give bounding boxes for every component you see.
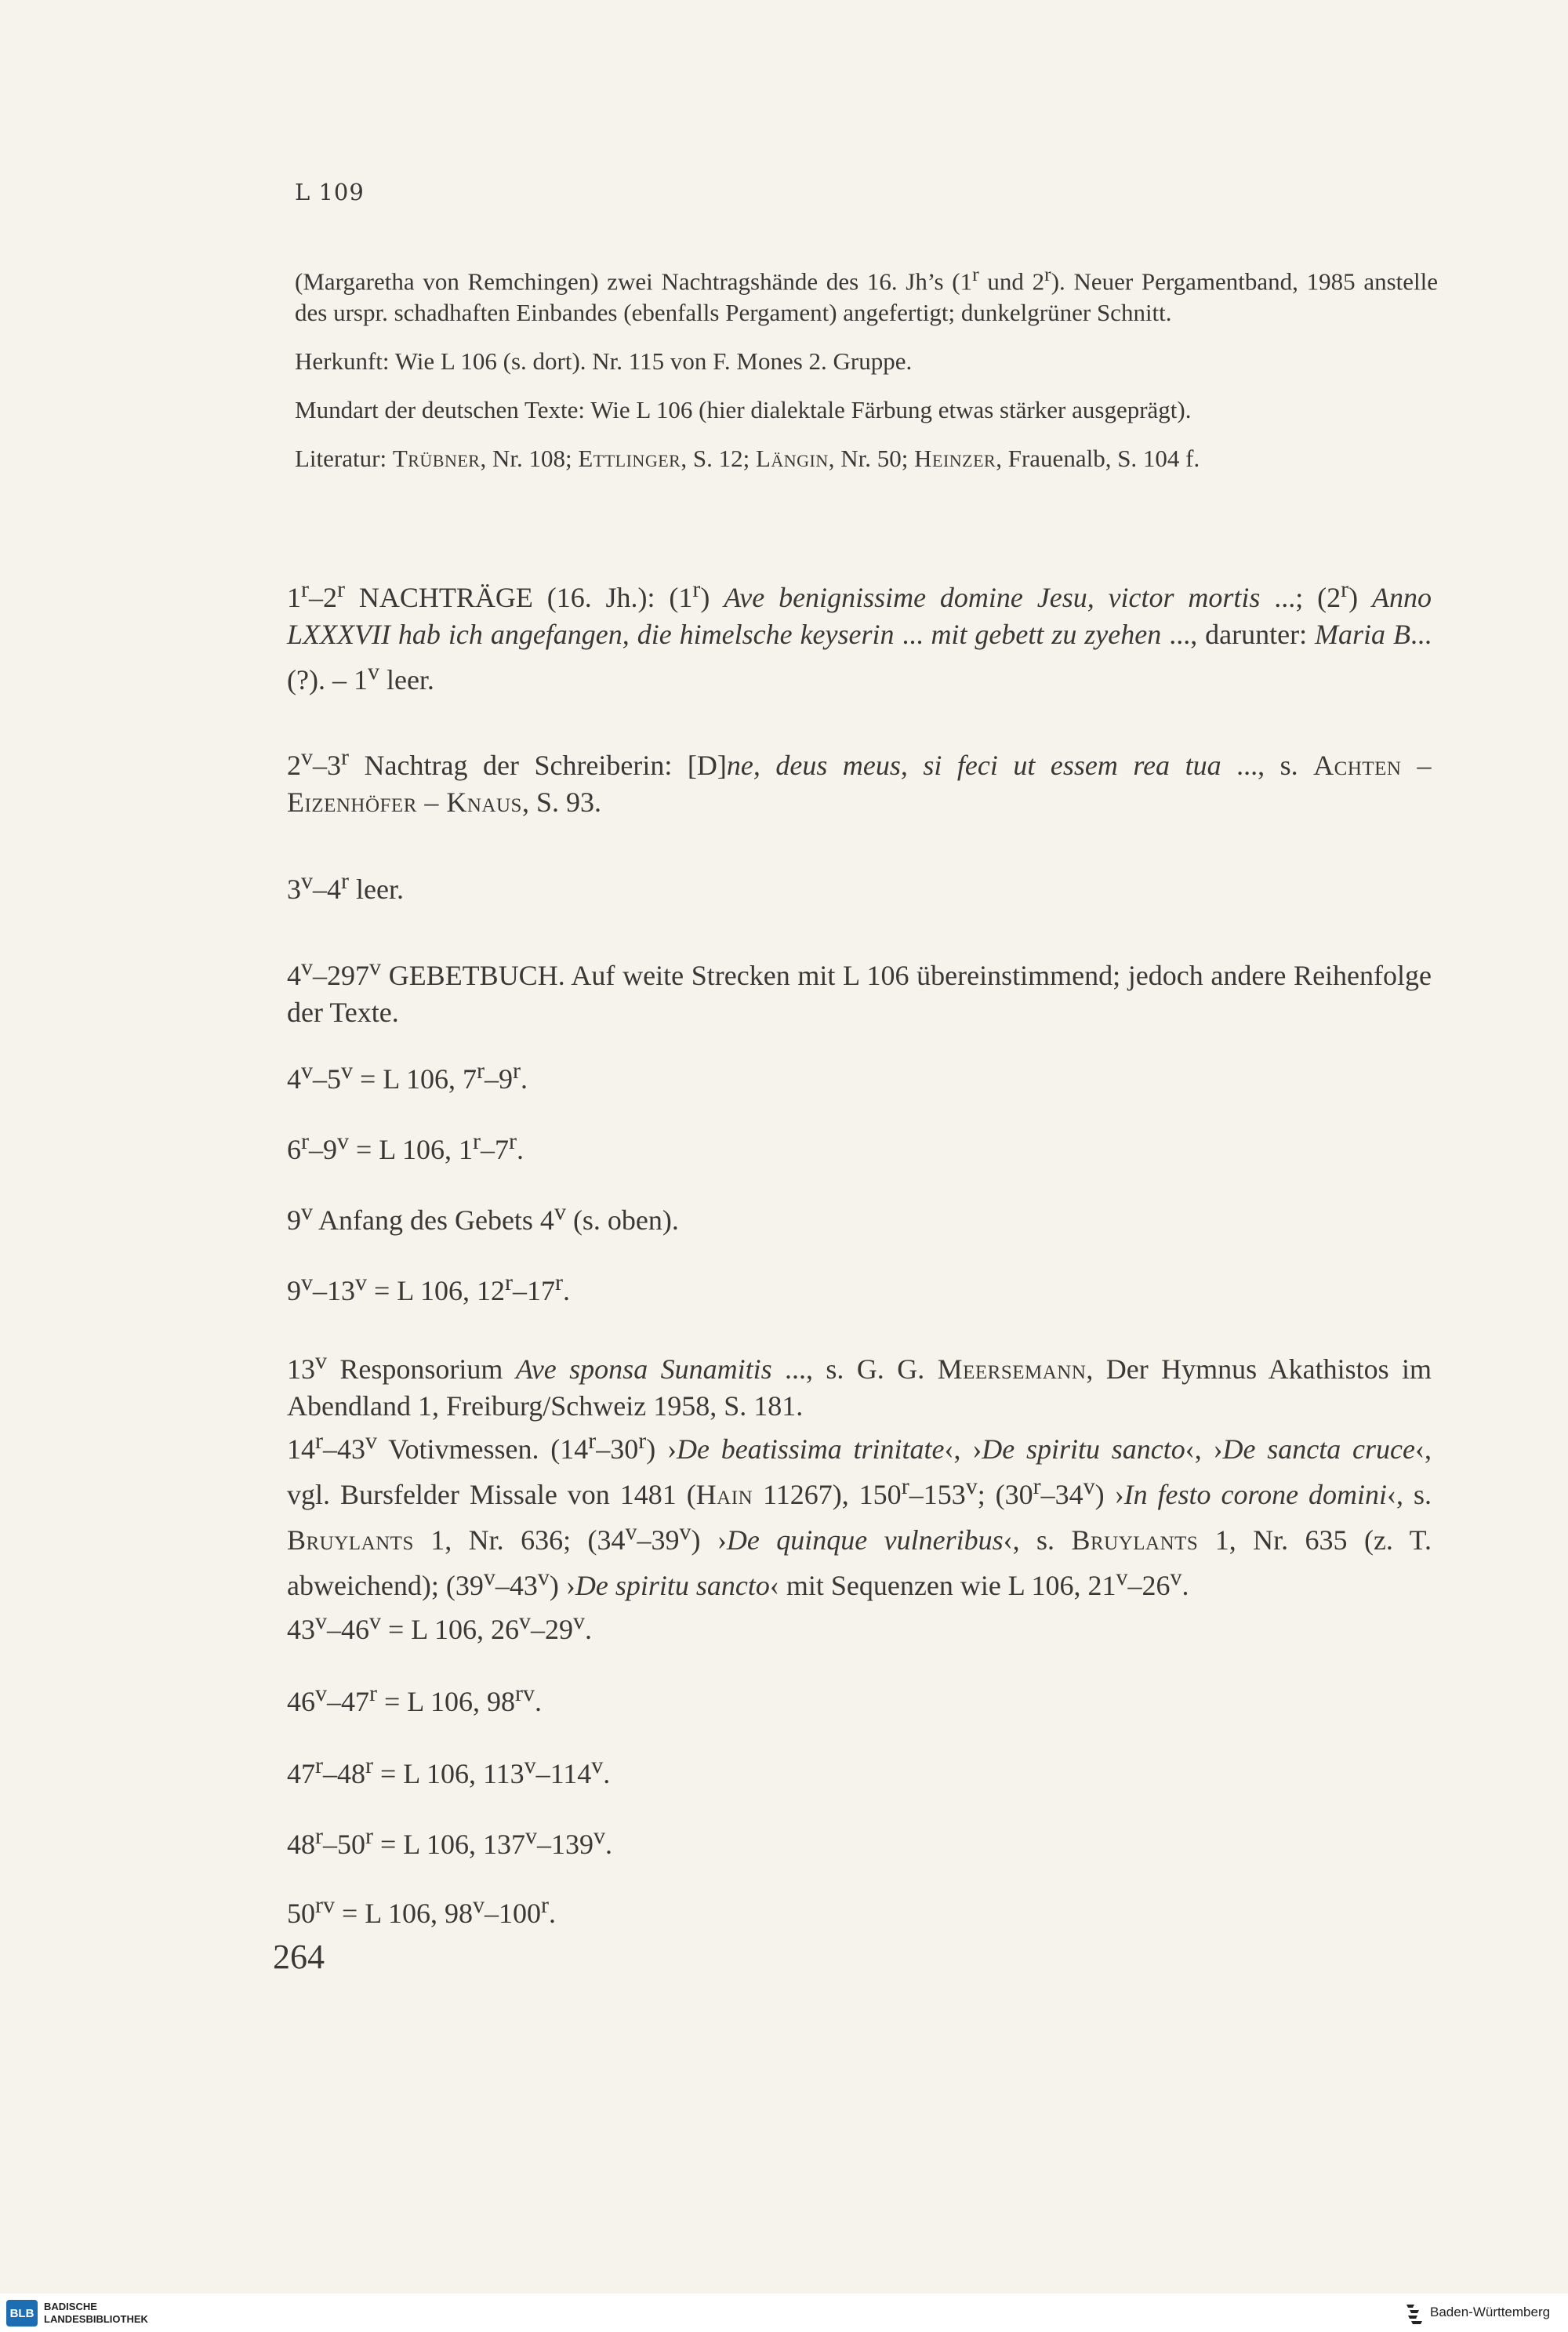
entry-48r-50r: $48^r-50^r = L$ 106, 137$^v$–139$^v$. (287, 1823, 612, 1860)
blb-logo-text[interactable] (44, 2301, 148, 2326)
entry-9v: 9$^v$ Anfang des Gebets 4$^v$ (s. oben). (287, 1199, 679, 1236)
entry-6r-9v: $6^r-9^v = L$ 106, 1$^r$–7$^r$. (287, 1128, 524, 1165)
intro-paragraph-dialect: Mundart der deutschen Texte: Wie L 106 (hier dialektale Färbung etwas stärker ausgeprägt). (295, 396, 1192, 424)
entry-4v-5v: $4^v-5^v = L$ 106, 7$^r$–9$^r$. (287, 1058, 528, 1095)
blb-logo-line2: LANDESBIBLIOTHEK (44, 2313, 148, 2325)
page-header: L 109 (295, 179, 365, 205)
entry-nachtraege: 1$^r$–2$^r$ NACHTRÄGE (16. Jh.): (1$^r$) Ave benignissime domine Jesu, victor mortis ...; (2$^r$) Anno LXXXVII hab ich angefangen, die himelsche keyserin ... mit gebett zu zyehen ..., darunter: Maria B... (?). – 1$^v$ leer. (287, 576, 1432, 696)
entry-50rv: $50^{rv} = L$ 106, 98$^v$–100$^r$. (287, 1892, 556, 1929)
state-crest-icon[interactable] (1405, 2301, 1425, 2325)
entry-46v-47r: $46^v-47^r = L$ 106, $98^{rv}$. (287, 1680, 542, 1717)
intro-block (295, 259, 1438, 492)
intro-paragraph-literature: Literatur: Trübner, Nr. 108; Ettlinger, S. 12; Längin, Nr. 50; Heinzer, Frauenalb, S. 104 f. (295, 445, 1200, 473)
entry-47r-48r: $47^r-48^r = L$ 106, 113$^v$–114$^v$. (287, 1753, 611, 1789)
blb-logo-line1: BADISCHE (44, 2301, 97, 2312)
entry-nachtrag-schreiberin: 2$^v$–3$^r$ Nachtrag der Schreiberin: [D]ne, deus meus, si feci ut essem rea tua ..., s. Achten – Eizenhöfer – Knaus, S. 93. (287, 744, 1432, 818)
entry-43v-46v: $43^v-46^v = L$ 106, 26$^v$–29$^v$. (287, 1608, 592, 1645)
entry-gebetbuch: 4$^v$–297$^v$ GEBETBUCH. Auf weite Strecken mit L 106 übereinstimmend; jedoch andere Reihenfolge der Texte. (287, 954, 1432, 1028)
entry-votivmessen: 14$^r$–43$^v$ Votivmessen. (14$^r$–30$^r$) ›De beatissima trinitate‹, ›De spiritu sancto‹, ›De sancta cruce‹, vgl. Bursfelder Missale von 1481 (Hain 11267), 150$^r$–153$^v$; (30$^r$–34$^v$) ›In festo corone domini‹, s. Bruylants 1, Nr. 636; (34$^v$–39$^v$) ›De quinque vulneribus‹, s. Bruylants 1, Nr. 635 (z. T. abweichend); (39$^v$–43$^v$) ›De spiritu sancto‹ mit Sequenzen wie L 106, 21$^v$–26$^v$. (287, 1428, 1432, 1601)
footer-bar (0, 2294, 1568, 2332)
bw-logo-text[interactable]: Baden-Württemberg (1430, 2305, 1551, 2319)
intro-paragraph-binding: (Margaretha von Remchingen) zwei Nachtragshände des 16. Jh’s (1$^r$ und 2$^r$). Neuer Pergamentband, 1985 anstelle des urspr. schadhaften Einbandes (ebenfalls Pergament) angefertigt; dunkelgrüner Schnitt. (295, 263, 1439, 327)
entry-leer: 3$^v$–4$^r$ leer. (287, 868, 404, 905)
entry-9v-13v: $9^v-13^v = L$ 106, 12$^r$–17$^r$. (287, 1270, 570, 1306)
blb-logo-icon[interactable]: BLB (6, 2300, 38, 2327)
intro-paragraph-provenance: Herkunft: Wie L 106 (s. dort). Nr. 115 von F. Mones 2. Gruppe. (295, 347, 913, 376)
entry-responsorium: 13$^v$ Responsorium Ave sponsa Sunamitis ..., s. G. G. Meersemann, Der Hymnus Akathistos im Abendland 1, Freiburg/Schweiz 1958, S. 181. (287, 1348, 1432, 1422)
page-number: 264 (273, 1938, 325, 1976)
